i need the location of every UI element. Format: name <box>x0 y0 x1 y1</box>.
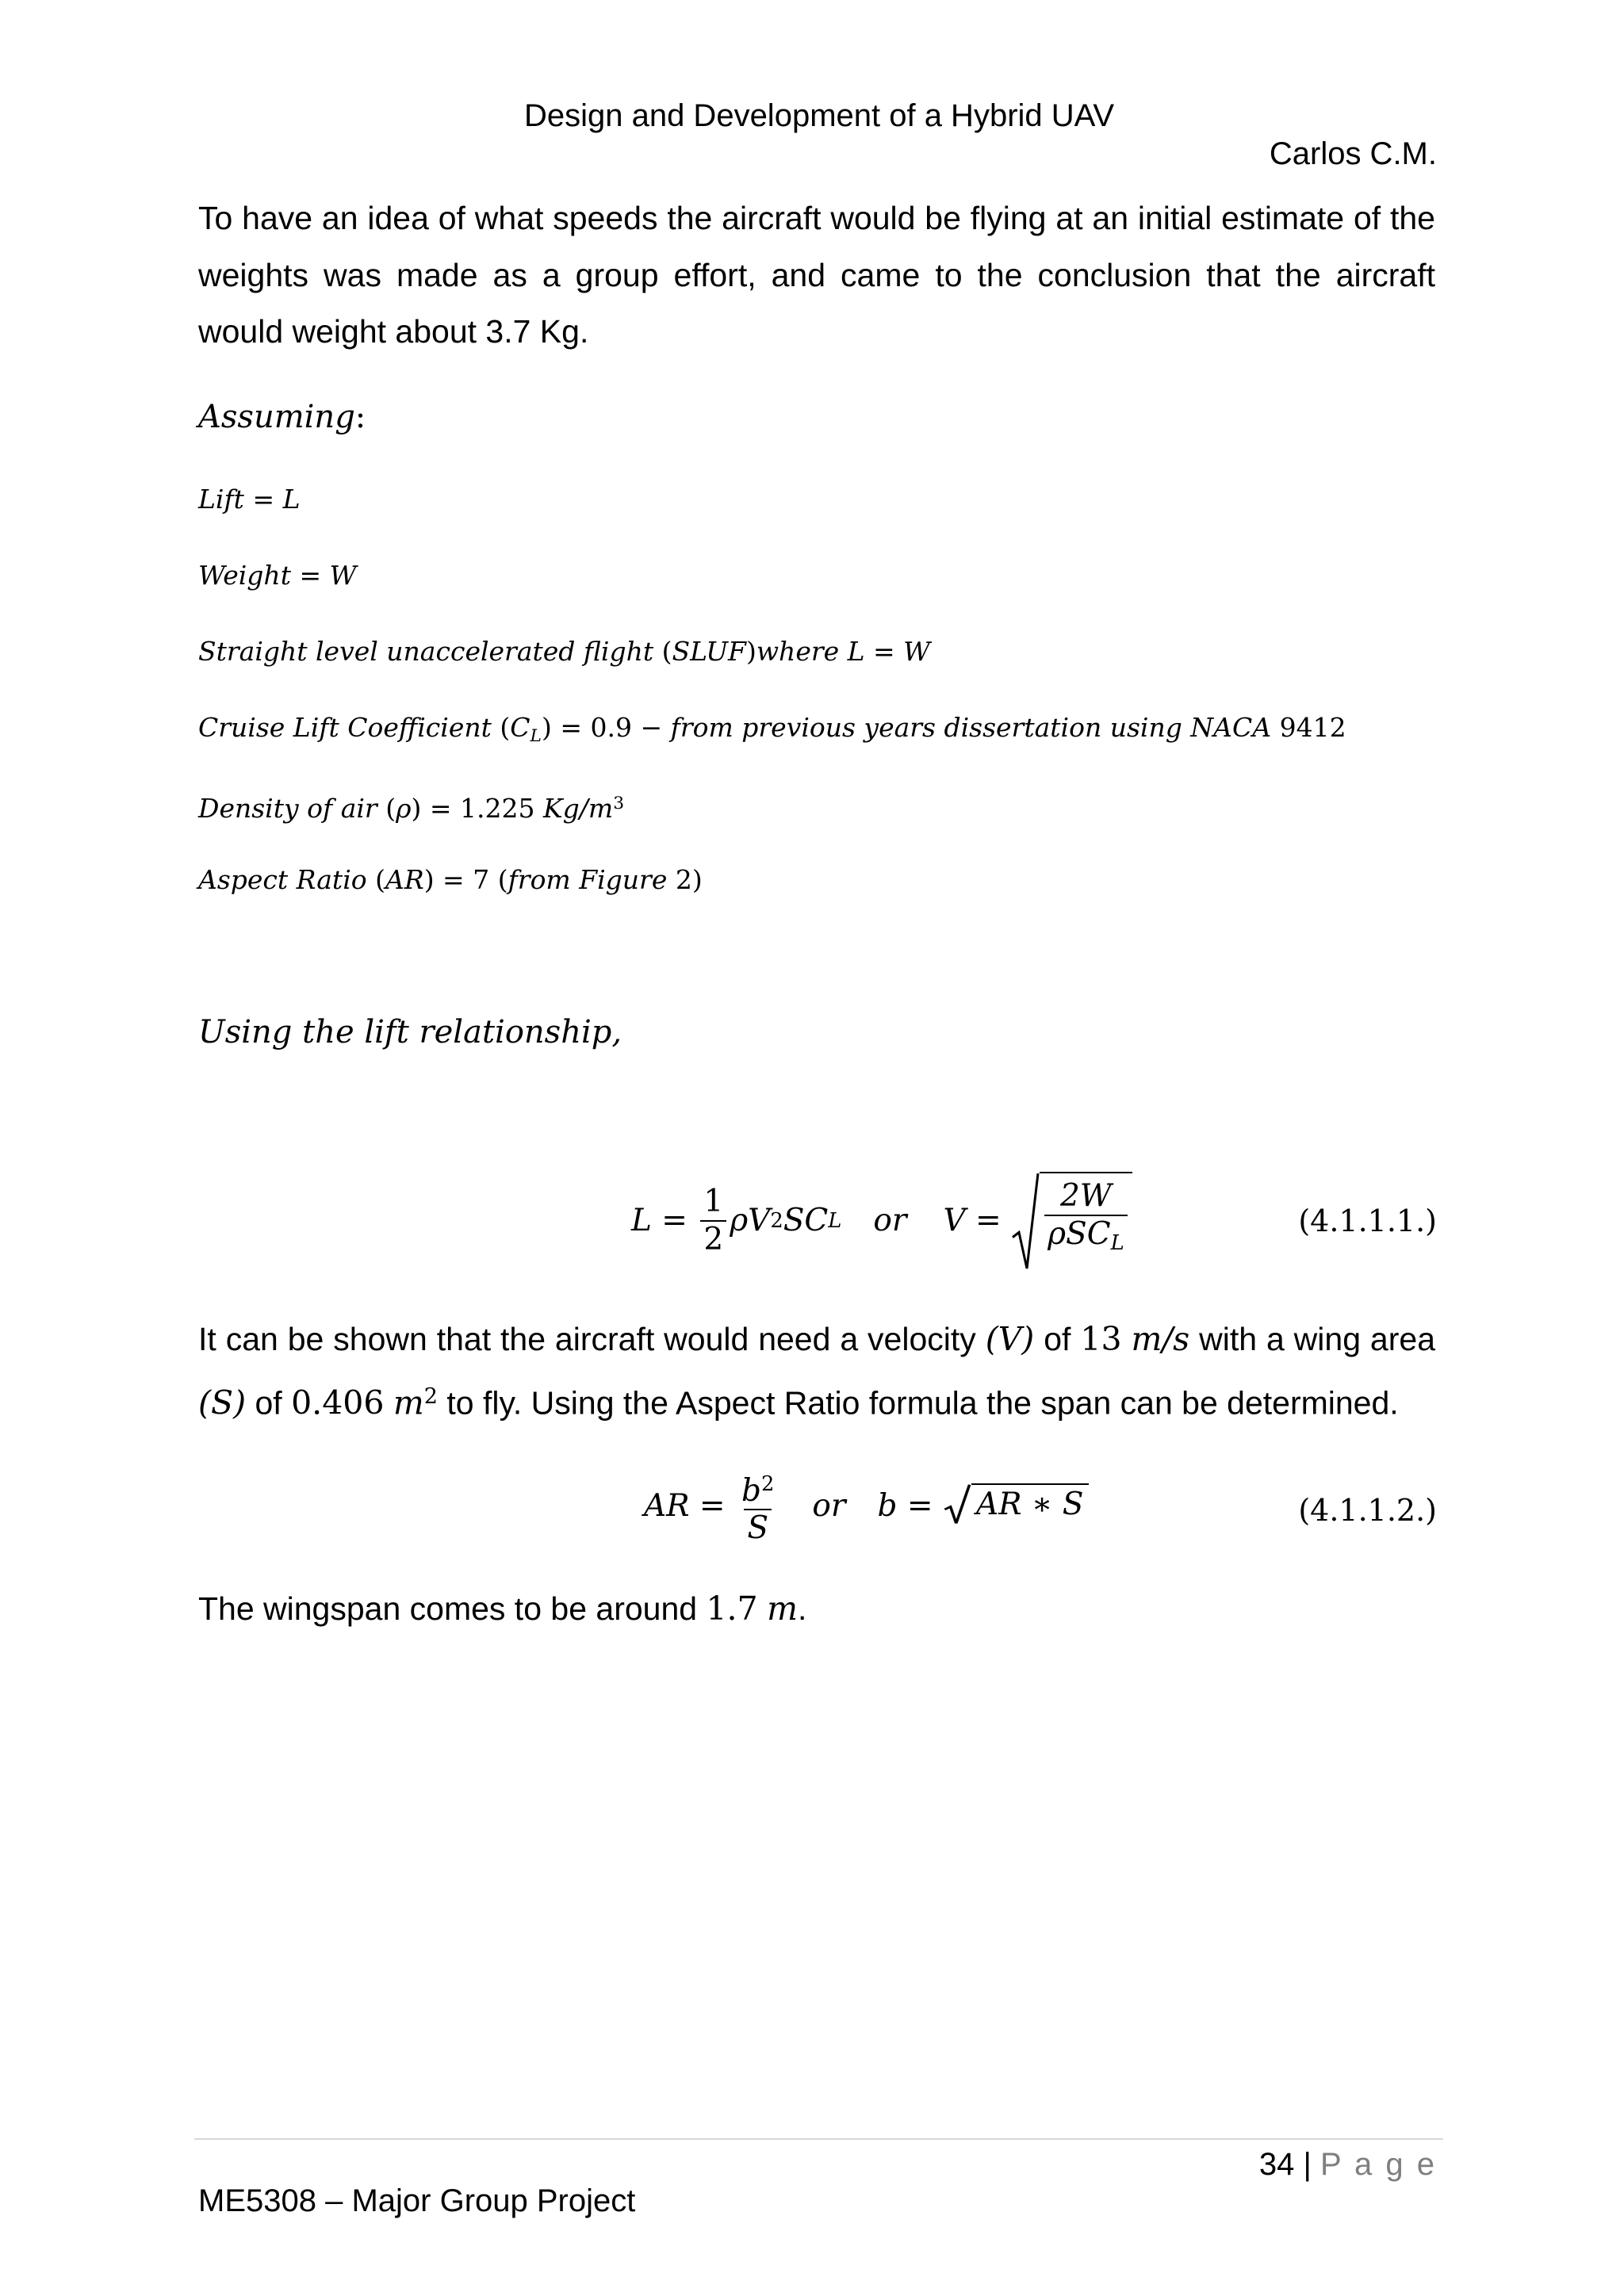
aspect-ratio-equation: AR = $\frac{b^2}{S}$ or b = AR ∗ S <box>644 1463 1089 1550</box>
velocity-paragraph: It can be shown that the aircraft would need a velocity (V) of 13 m/s with a wing area (S) of 0.406 $m^2$ to fly. Using the Aspect Ratio formula the span can be determined. <box>198 1320 1435 1422</box>
air-density: Density of air (ρ) = 1.225 $Kg/m^3$ <box>198 792 625 824</box>
intro-paragraph: To have an idea of what speeds the aircraft would be flying at an initial estimate of the weights was made as a group effort, and came to the conclusion that the aircraft would weight about 3.7 Kg. <box>198 200 1435 350</box>
span-fraction: $\frac{b^2}{S}$ <box>741 1471 775 1547</box>
footer-project: ME5308 – Major Group Project <box>198 2183 636 2218</box>
weight-definition: Weight = W <box>198 560 357 591</box>
span-sqrt: AR ∗ S <box>943 1483 1089 1525</box>
wingspan-sentence: The wingspan comes to be around 1.7 m. <box>198 1590 807 1628</box>
equation-number-1: (4.1.1.1.) <box>1298 1203 1437 1238</box>
lift-equation: L = $\frac{1}{2}$ ρV 2 SC L or V = $\frac{2W}{\rho SC_L}$ <box>631 1165 1132 1276</box>
velocity-sqrt: $\frac{2W}{\rho SC_L}$ <box>1011 1172 1132 1270</box>
author-name: Carlos C.M. <box>1269 136 1437 171</box>
sluf-definition: Straight level unaccelerated flight (SLUF)where L = W <box>198 636 931 667</box>
aspect-ratio: Aspect Ratio (AR) = 7 (from Figure 2) <box>198 864 703 895</box>
assumptions-heading: Assuming: <box>198 399 366 435</box>
document-title: Design and Development of a Hybrid UAV <box>523 98 1115 133</box>
equation-number-2: (4.1.1.2.) <box>1298 1493 1437 1528</box>
footer-divider <box>194 2138 1443 2140</box>
half-fraction: $\frac{1}{2}$ <box>700 1184 726 1258</box>
cruise-lift-coefficient: Cruise Lift Coefficient $(C_L) = 0.9$ − from previous years dissertation using NACA 9412 <box>198 712 1346 747</box>
lift-relationship-intro: Using the lift relationship, <box>198 1014 622 1050</box>
lift-definition: Lift = L <box>198 484 301 515</box>
page-number: 34 | P a g e <box>1258 2147 1437 2182</box>
